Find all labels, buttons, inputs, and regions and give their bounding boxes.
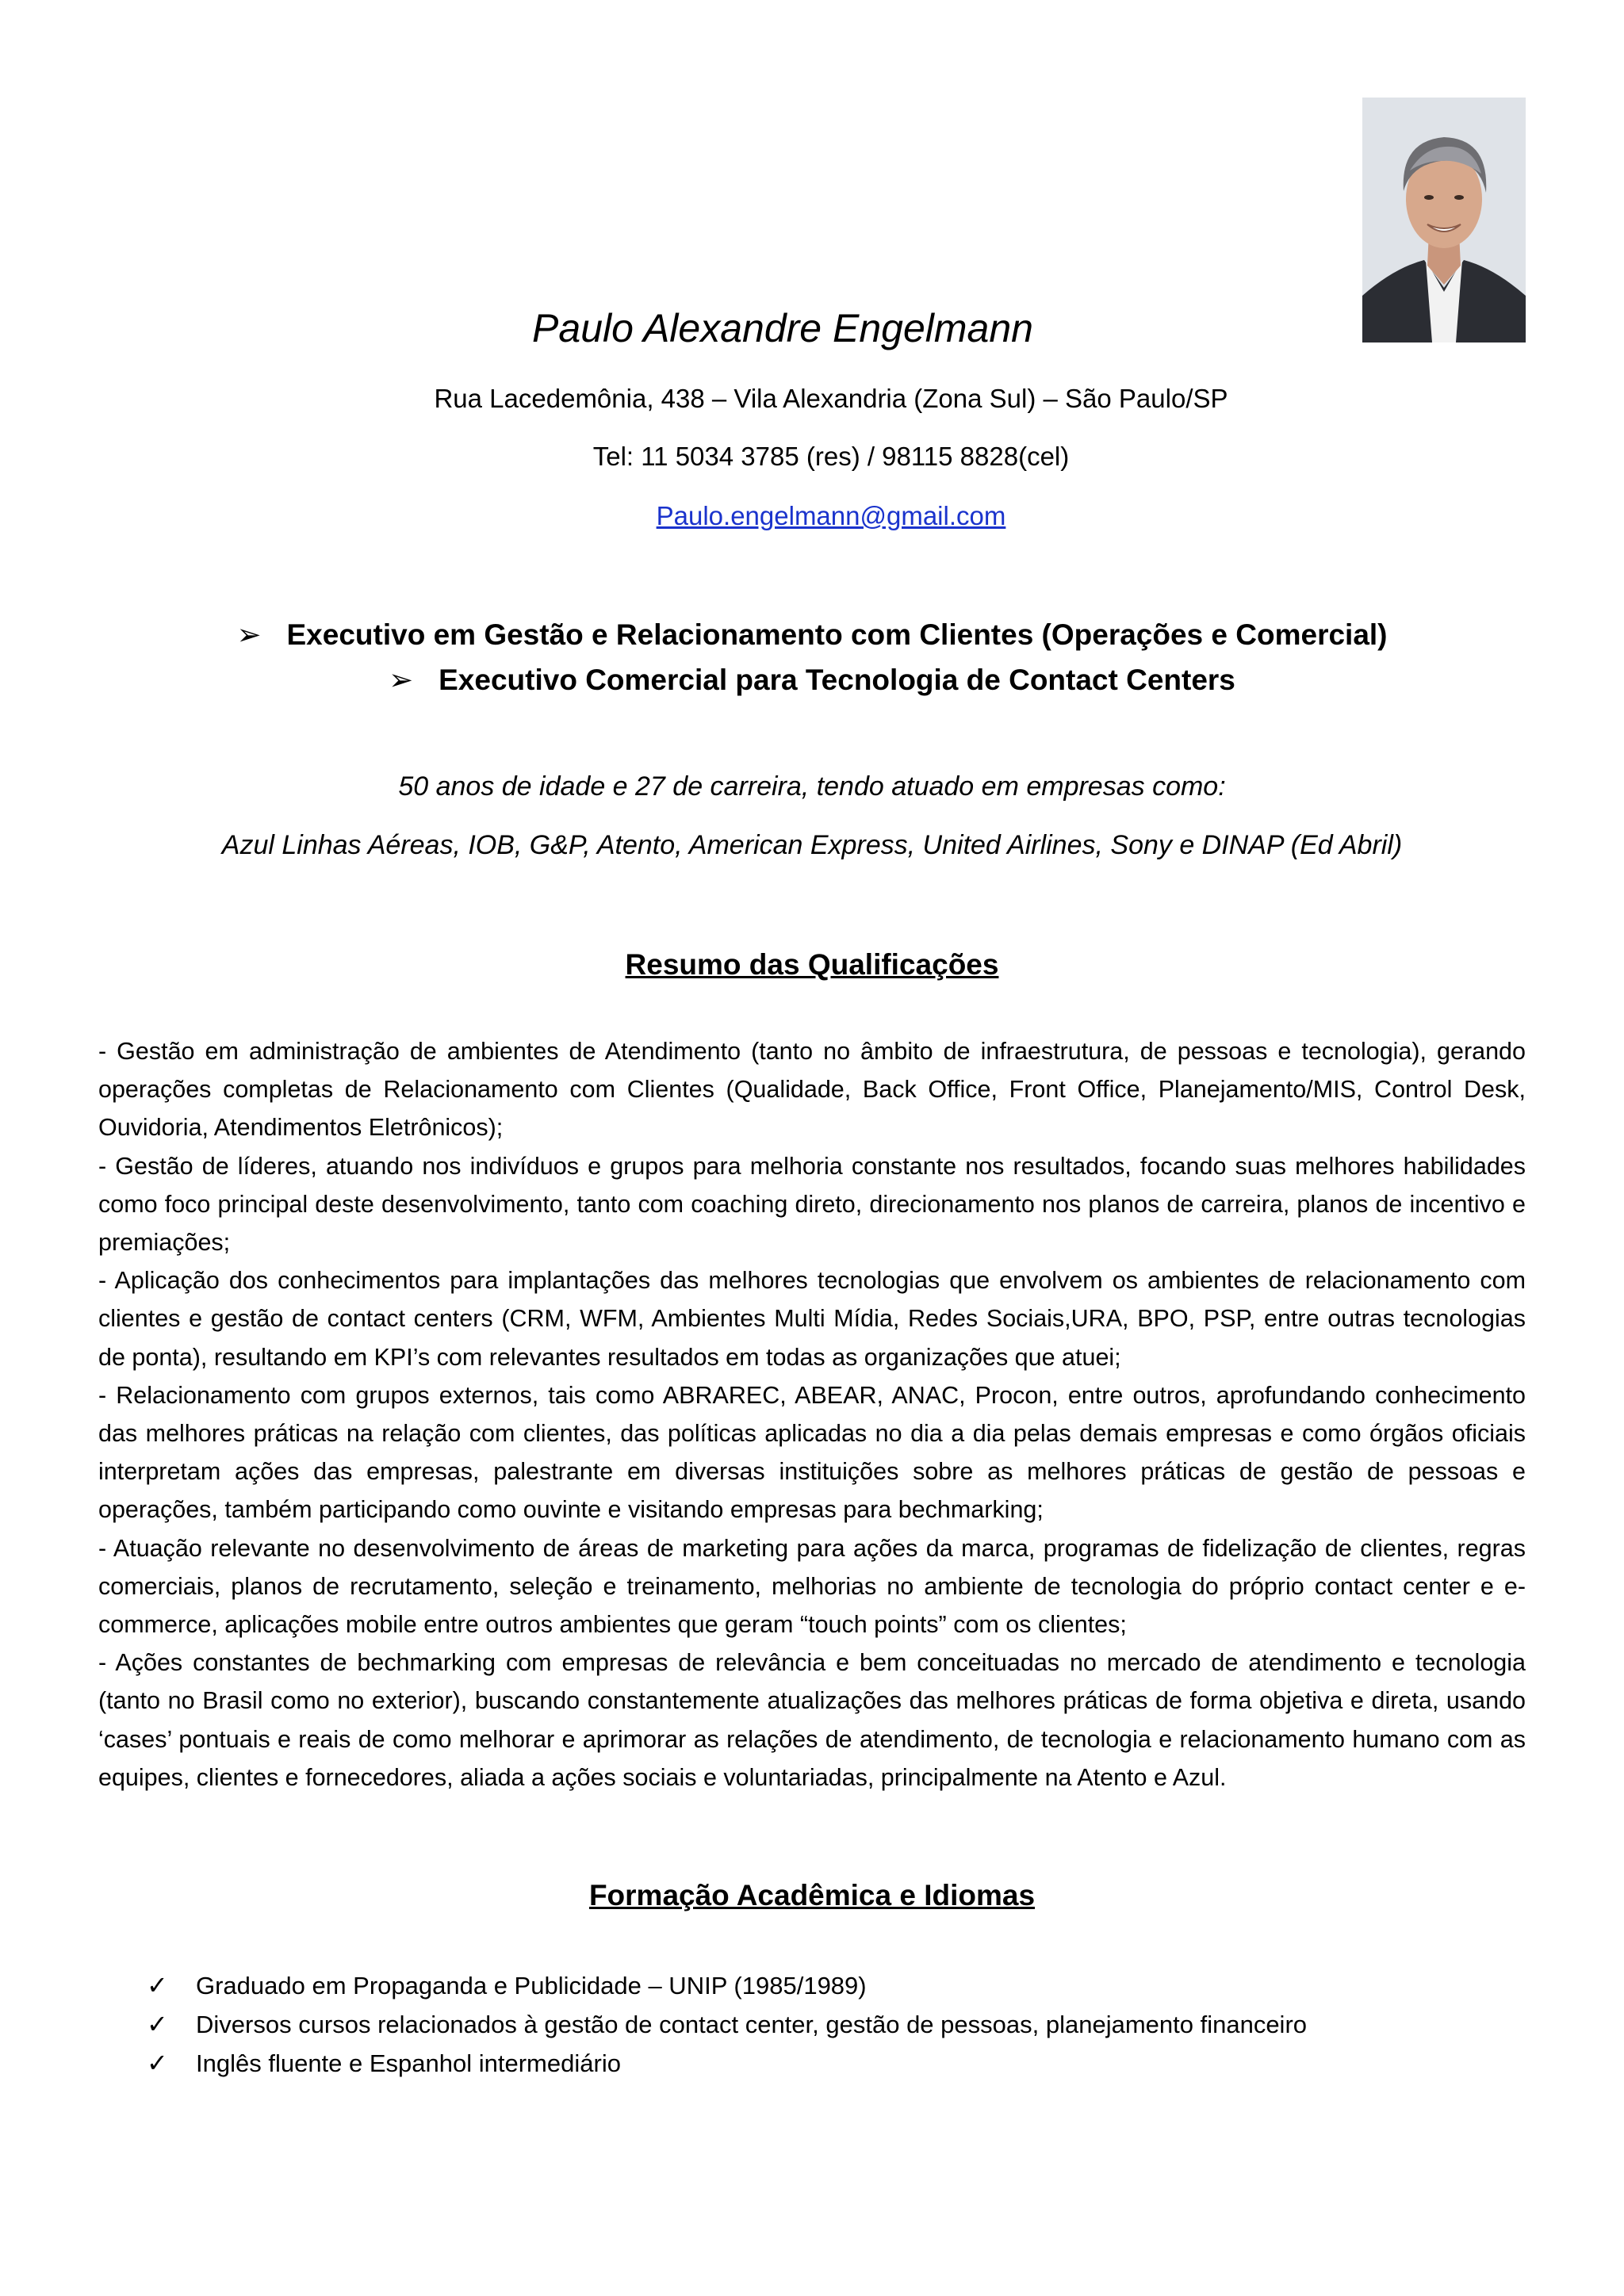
summary-item: - Relacionamento com grupos externos, tais como ABRAREC, ABEAR, ANAC, Procon, entre outros, aprofundando conhecimento das melhores práticas na relação com clientes, das políticas aplicadas no dia a dia pelas demais empresas e como órgãos oficiais interpretam ações das empresas, palestrante em diversas instituições sobre as melhores práticas de gestão de pessoas e operações, também participando como ouvinte e visitando empresas para bechmarking; [98,1381,1526,1524]
arrowhead-bullet-icon: ➢ [389,664,414,696]
education-list [147,1966,1307,2083]
summary-item: - Aplicação dos conhecimentos para implantações das melhores tecnologias que envolvem os ambientes de relacionamento com clientes e gestão de contact centers (CRM, WFM, Ambientes Multi Mídia, Redes Sociais,URA, BPO, PSP, entre outras tecnologias de ponta), resultando em KPI’s com relevantes resultados em todas as organizações que atuei; [98,1267,1526,1371]
education-section-title: Formação Acadêmica e Idiomas [588,1879,1036,1911]
education-item-text: Diversos cursos relacionados à gestão de contact center, gestão de pessoas, planejamento financeiro [196,2011,1308,2038]
headline-1 [0,615,1624,655]
career-summary: 50 anos de idade e 27 de carreira, tendo atuado em empresas como: [398,771,1226,802]
summary-item: - Gestão de líderes, atuando nos indivíduos e grupos para melhoria constante nos resultados, focando suas melhores habilidades como foco principal deste desenvolvimento, tanto com coaching direto, direcionamento nos planos de carreira, planos de incentivo e premiações; [98,1152,1526,1257]
headline-2 [0,660,1624,700]
summary-item: - Ações constantes de bechmarking com empresas de relevância e bem conceituadas no mercado de atendimento e tecnologia (tanto no Brasil como no exterior), buscando constantemente atualizações das melhores práticas de forma objetiva e direta, usando ‘cases’ pontuais e reais de como melhorar e aprimorar as relações de atendimento, de tecnologia e relacionamento humano com as equipes, clientes e fornecedores, aliada a ações sociais e voluntariadas, principalmente na Atento e Azul. [98,1649,1526,1791]
summary-item: - Gestão em administração de ambientes de Atendimento (tanto no âmbito de infraestrutura, de pessoas e tecnologia), gerando operações completas de Relacionamento com Clientes (Qualidade, Back Office, Front Office, Planejamento/MIS, Control Desk, Ouvidoria, Atendimentos Eletrônicos); [98,1038,1526,1142]
address-line: Rua Lacedemônia, 438 – Vila Alexandria (Zona Sul) – São Paulo/SP [434,384,1228,413]
checkmark-icon: ✓ [147,1971,168,1999]
summary-section [98,1032,1526,1797]
list-item [147,1966,1307,2005]
phone-line: Tel: 11 5034 3785 (res) / 98115 8828(cel) [592,442,1070,471]
checkmark-icon: ✓ [147,2010,168,2038]
summary-section-title: Resumo das Qualificações [625,948,999,981]
career-companies: Azul Linhas Aéreas, IOB, G&P, Atento, American Express, United Airlines, Sony e DINAP (Ed Abril) [221,830,1403,860]
candidate-name: Paulo Alexandre Engelmann [532,306,1033,350]
headline-2-text: Executivo Comercial para Tecnologia de Contact Centers [439,664,1235,696]
list-item [147,2044,1307,2083]
email-link[interactable]: Paulo.engelmann@gmail.com [656,501,1006,530]
education-item-text: Inglês fluente e Espanhol intermediário [196,2049,621,2077]
arrowhead-bullet-icon: ➢ [236,618,262,651]
headline-1-text: Executivo em Gestão e Relacionamento com Clientes (Operações e Comercial) [286,618,1388,651]
summary-item: - Atuação relevante no desenvolvimento de áreas de marketing para ações da marca, programas de fidelização de clientes, regras comerciais, planos de recrutamento, seleção e treinamento, melhorias no ambiente de tecnologia do próprio contact center e e-commerce, aplicações mobile entre outros ambientes que geram “touch points” com os clientes; [98,1534,1526,1639]
education-item-text: Graduado em Propaganda e Publicidade – UNIP (1985/1989) [196,1972,867,1999]
checkmark-icon: ✓ [147,2049,168,2077]
list-item [147,2005,1307,2044]
